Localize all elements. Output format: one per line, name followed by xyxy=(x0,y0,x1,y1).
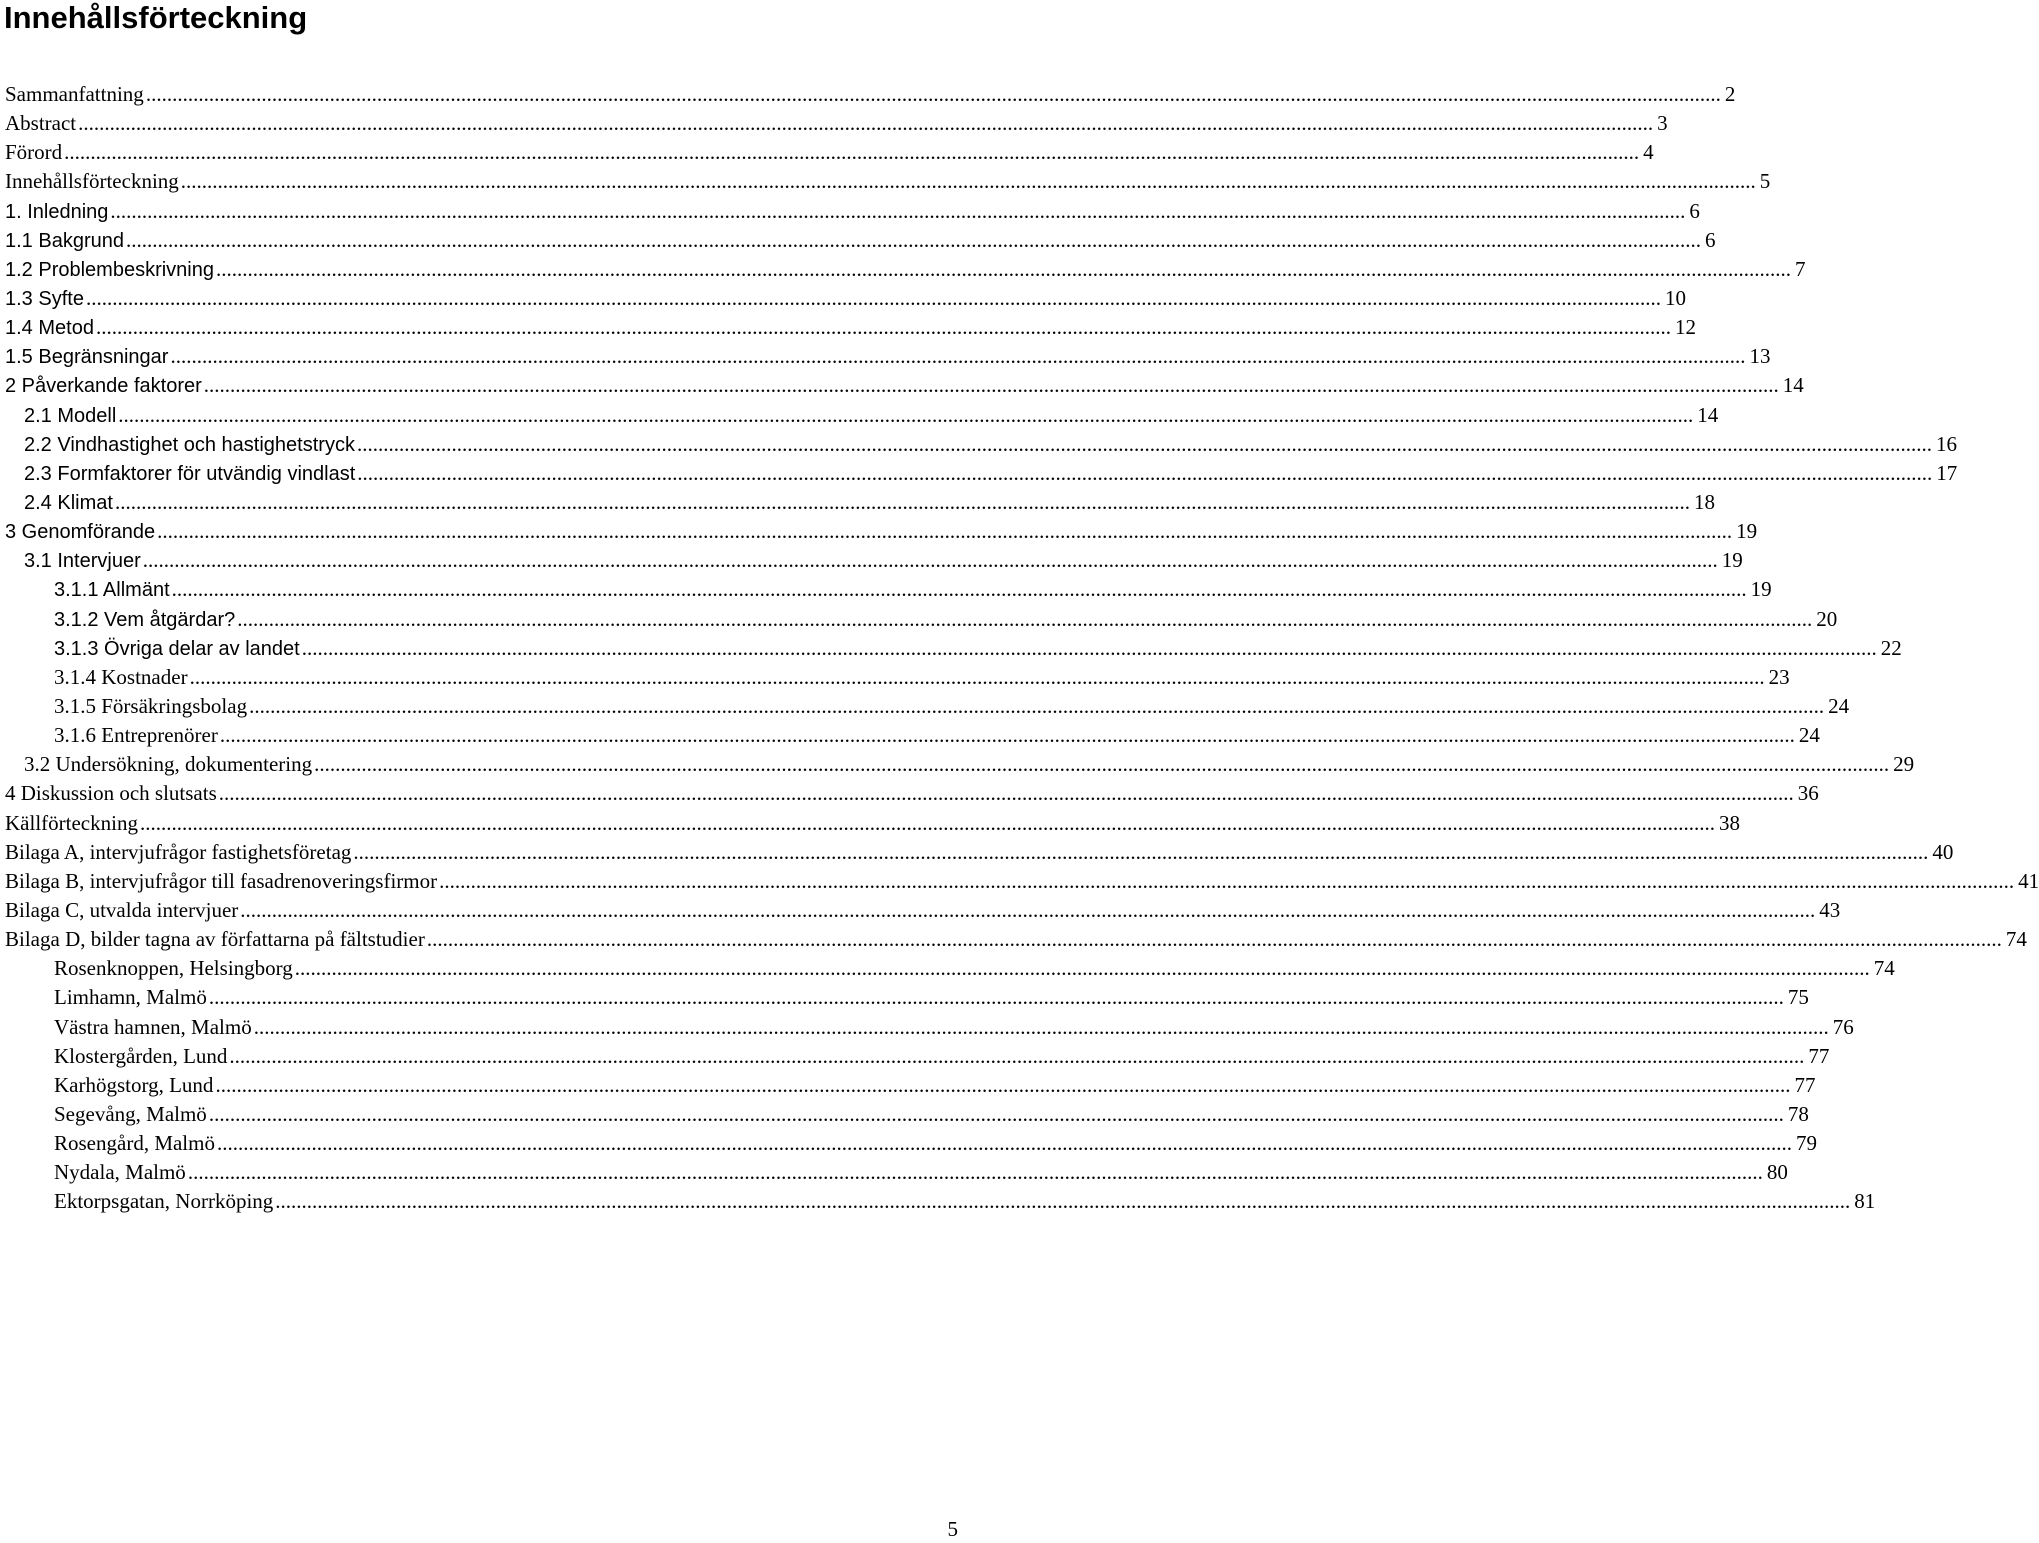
toc-entry-title: 3 Genomförande xyxy=(5,521,156,544)
dot-leader: ............................................................................................................................................................................................................................................................................................................ xyxy=(275,1189,1851,1214)
toc-entry[interactable] xyxy=(0,779,1819,808)
toc-entry-page: 19 xyxy=(1721,548,1743,573)
dot-leader: ............................................................................................................................................................................................................................................................................................................ xyxy=(170,344,1746,369)
toc-entry-page: 18 xyxy=(1693,489,1715,514)
toc-entry-title: Förord xyxy=(5,140,63,165)
toc-entry[interactable] xyxy=(0,109,1668,138)
toc-entry[interactable] xyxy=(0,459,1958,488)
dot-leader: ............................................................................................................................................................................................................................................................................................................ xyxy=(157,519,1733,544)
dot-leader: ............................................................................................................................................................................................................................................................................................................ xyxy=(314,752,1890,777)
toc-entry-page: 19 xyxy=(1736,519,1758,544)
toc-entry-page: 12 xyxy=(1674,315,1696,340)
dot-leader: ............................................................................................................................................................................................................................................................................................................ xyxy=(218,781,1794,806)
toc-entry-page: 17 xyxy=(1936,460,1958,485)
toc-entry-title: 3.1.5 Försäkringsbolag xyxy=(54,693,248,718)
dot-leader: ............................................................................................................................................................................................................................................................................................................ xyxy=(110,198,1686,223)
page-number: 5 xyxy=(947,1517,958,1541)
toc-entry[interactable] xyxy=(0,342,1771,371)
table-of-contents xyxy=(0,80,2039,1216)
toc-entry-title: 1.5 Begränsningar xyxy=(5,346,169,369)
toc-entry-page: 75 xyxy=(1787,985,1809,1010)
toc-entry-title: Källförteckning xyxy=(5,810,138,835)
dot-leader: ............................................................................................................................................................................................................................................................................................................ xyxy=(219,723,1795,748)
toc-entry-page: 4 xyxy=(1643,140,1654,165)
toc-entry-page: 40 xyxy=(1932,839,1954,864)
toc-entry-title: Bilaga B, intervjufrågor till fasadrenoveringsfirmor xyxy=(5,868,438,893)
dot-leader: ............................................................................................................................................................................................................................................................................................................ xyxy=(142,548,1718,573)
toc-entry[interactable] xyxy=(0,488,1715,517)
toc-entry[interactable] xyxy=(0,167,1771,196)
toc-entry-title: Abstract xyxy=(5,111,77,136)
toc-entry[interactable] xyxy=(0,1013,1854,1042)
dot-leader: ............................................................................................................................................................................................................................................................................................................ xyxy=(426,927,2002,952)
toc-entry-title: 1.3 Syfte xyxy=(5,287,84,310)
dot-leader: ............................................................................................................................................................................................................................................................................................................ xyxy=(171,577,1747,602)
toc-entry-title: Klostergården, Lund xyxy=(54,1043,228,1068)
toc-entry-page: 22 xyxy=(1880,635,1902,660)
toc-entry[interactable] xyxy=(0,401,1719,430)
dot-leader: ............................................................................................................................................................................................................................................................................................................ xyxy=(253,1014,1829,1039)
toc-entry-title: 2.1 Modell xyxy=(24,404,117,427)
toc-entry-title: Segevång, Malmö xyxy=(54,1101,207,1126)
dot-leader: ............................................................................................................................................................................................................................................................................................................ xyxy=(64,140,1640,165)
toc-entry-page: 41 xyxy=(2018,868,2039,893)
toc-entry[interactable] xyxy=(0,1129,1817,1158)
toc-entry-page: 80 xyxy=(1766,1160,1788,1185)
toc-entry-title: 1.1 Bakgrund xyxy=(5,229,124,252)
dot-leader: ............................................................................................................................................................................................................................................................................................................ xyxy=(180,169,1756,194)
dot-leader: ............................................................................................................................................................................................................................................................................................................ xyxy=(240,897,1816,922)
toc-entry[interactable] xyxy=(0,750,1915,779)
toc-entry-page: 76 xyxy=(1832,1014,1854,1039)
toc-entry-page: 20 xyxy=(1816,606,1838,631)
toc-entry-page: 78 xyxy=(1787,1101,1809,1126)
toc-entry[interactable] xyxy=(0,80,1736,109)
toc-entry-title: 3.1.1 Allmänt xyxy=(54,579,170,602)
toc-entry-page: 81 xyxy=(1854,1189,1876,1214)
toc-entry[interactable] xyxy=(0,663,1790,692)
toc-entry-title: Nydala, Malmö xyxy=(54,1160,186,1185)
toc-entry[interactable] xyxy=(0,983,1809,1012)
toc-entry[interactable] xyxy=(0,1158,1788,1187)
dot-leader: ............................................................................................................................................................................................................................................................................................................ xyxy=(216,1131,1792,1156)
toc-entry-page: 74 xyxy=(1873,956,1895,981)
toc-entry[interactable] xyxy=(0,1100,1809,1129)
toc-entry-page: 10 xyxy=(1664,285,1686,310)
dot-leader: ............................................................................................................................................................................................................................................................................................................ xyxy=(125,227,1701,252)
dot-leader: ............................................................................................................................................................................................................................................................................................................ xyxy=(118,402,1694,427)
toc-entry-title: 3.1.4 Kostnader xyxy=(54,664,188,689)
toc-entry[interactable] xyxy=(0,284,1686,313)
toc-entry-title: Västra hamnen, Malmö xyxy=(54,1014,252,1039)
toc-entry-title: Limhamn, Malmö xyxy=(54,985,207,1010)
toc-entry-page: 74 xyxy=(2005,927,2027,952)
dot-leader: ............................................................................................................................................................................................................................................................................................................ xyxy=(139,810,1715,835)
toc-entry-page: 77 xyxy=(1794,1072,1816,1097)
toc-entry-page: 13 xyxy=(1749,344,1771,369)
toc-entry-title: Rosengård, Malmö xyxy=(54,1131,215,1156)
toc-entry[interactable] xyxy=(0,226,1716,255)
toc-entry[interactable] xyxy=(0,575,1772,604)
toc-entry[interactable] xyxy=(0,692,1850,721)
toc-entry[interactable] xyxy=(0,197,1700,226)
toc-entry-page: 29 xyxy=(1893,752,1915,777)
toc-entry[interactable] xyxy=(0,138,1654,167)
toc-entry-page: 24 xyxy=(1798,723,1820,748)
dot-leader: ............................................................................................................................................................................................................................................................................................................ xyxy=(237,606,1813,631)
toc-entry-title: 2.4 Klimat xyxy=(24,491,113,514)
toc-entry-page: 23 xyxy=(1768,664,1790,689)
toc-entry[interactable] xyxy=(0,313,1696,342)
toc-entry-title: 1. Inledning xyxy=(5,200,109,223)
toc-entry-title: 2.3 Formfaktorer för utvändig vindlast xyxy=(24,462,356,485)
toc-entry[interactable] xyxy=(0,809,1740,838)
dot-leader: ............................................................................................................................................................................................................................................................................................................ xyxy=(187,1160,1763,1185)
dot-leader: ............................................................................................................................................................................................................................................................................................................ xyxy=(439,868,2015,893)
toc-entry-title: Sammanfattning xyxy=(5,82,144,106)
toc-entry[interactable] xyxy=(0,371,1804,400)
toc-entry[interactable] xyxy=(0,1042,1830,1071)
toc-entry[interactable] xyxy=(0,517,1758,546)
toc-entry-title: 1.4 Metod xyxy=(5,317,94,340)
toc-entry[interactable] xyxy=(0,1071,1816,1100)
dot-leader: ............................................................................................................................................................................................................................................................................................................ xyxy=(294,956,1870,981)
dot-leader: ............................................................................................................................................................................................................................................................................................................ xyxy=(229,1043,1805,1068)
toc-entry[interactable] xyxy=(0,954,1895,983)
dot-leader: ............................................................................................................................................................................................................................................................................................................ xyxy=(145,82,1721,106)
toc-entry-title: Bilaga D, bilder tagna av författarna på fältstudier xyxy=(5,927,425,952)
toc-entry[interactable] xyxy=(0,838,1954,867)
toc-entry-title: 3.1.6 Entreprenörer xyxy=(54,723,218,748)
toc-entry[interactable] xyxy=(0,546,1743,575)
toc-entry-title: 2 Påverkande faktorer xyxy=(5,375,202,398)
dot-leader: ............................................................................................................................................................................................................................................................................................................ xyxy=(203,373,1779,398)
toc-entry-page: 19 xyxy=(1750,577,1772,602)
toc-entry-page: 79 xyxy=(1795,1131,1817,1156)
toc-entry-page: 6 xyxy=(1704,227,1716,252)
toc-entry-page: 2 xyxy=(1724,82,1736,106)
dot-leader: ............................................................................................................................................................................................................................................................................................................ xyxy=(85,285,1661,310)
toc-entry-title: Innehållsförteckning xyxy=(5,169,179,194)
dot-leader: ............................................................................................................................................................................................................................................................................................................ xyxy=(114,489,1690,514)
toc-entry[interactable] xyxy=(0,255,1806,284)
toc-entry-title: 3.1.3 Övriga delar av landet xyxy=(54,637,300,660)
page-title: Innehållsförteckning xyxy=(4,0,308,35)
toc-entry-page: 43 xyxy=(1819,897,1841,922)
toc-entry[interactable] xyxy=(0,430,1957,459)
dot-leader: ............................................................................................................................................................................................................................................................................................................ xyxy=(78,111,1654,136)
toc-entry-page: 14 xyxy=(1697,402,1719,427)
dot-leader: ............................................................................................................................................................................................................................................................................................................ xyxy=(215,1072,1791,1097)
dot-leader: ............................................................................................................................................................................................................................................................................................................ xyxy=(208,1101,1784,1126)
dot-leader: ............................................................................................................................................................................................................................................................................................................ xyxy=(353,839,1929,864)
toc-entry-title: 1.2 Problembeskrivning xyxy=(5,258,214,281)
toc-entry[interactable] xyxy=(0,634,1902,663)
toc-entry-title: 3.1 Intervjuer xyxy=(24,550,141,573)
toc-entry[interactable] xyxy=(0,896,1841,925)
toc-entry-title: 4 Diskussion och slutsats xyxy=(5,781,217,806)
toc-entry-title: Rosenknoppen, Helsingborg xyxy=(54,956,293,981)
toc-entry-title: 3.1.2 Vem åtgärdar? xyxy=(54,608,236,631)
toc-entry[interactable] xyxy=(0,1187,1876,1216)
toc-entry-title: Bilaga C, utvalda intervjuer xyxy=(5,897,239,922)
toc-entry-page: 3 xyxy=(1657,111,1668,136)
toc-entry-title: 3.2 Undersökning, dokumentering xyxy=(24,752,313,777)
dot-leader: ............................................................................................................................................................................................................................................................................................................ xyxy=(356,431,1932,456)
dot-leader: ............................................................................................................................................................................................................................................................................................................ xyxy=(249,693,1825,718)
toc-entry[interactable] xyxy=(0,867,2039,896)
toc-entry[interactable] xyxy=(0,605,1838,634)
dot-leader: ............................................................................................................................................................................................................................................................................................................ xyxy=(357,460,1933,485)
toc-entry-title: Ektorpsgatan, Norrköping xyxy=(54,1189,274,1214)
toc-entry-page: 77 xyxy=(1808,1043,1830,1068)
toc-entry-page: 16 xyxy=(1935,431,1957,456)
dot-leader: ............................................................................................................................................................................................................................................................................................................ xyxy=(301,635,1877,660)
toc-entry-title: Bilaga A, intervjufrågor fastighetsföretag xyxy=(5,839,352,864)
toc-entry-page: 38 xyxy=(1718,810,1740,835)
toc-entry-page: 7 xyxy=(1795,256,1806,281)
dot-leader: ............................................................................................................................................................................................................................................................................................................ xyxy=(216,256,1791,281)
dot-leader: ............................................................................................................................................................................................................................................................................................................ xyxy=(189,664,1765,689)
toc-entry[interactable] xyxy=(0,721,1820,750)
dot-leader: ............................................................................................................................................................................................................................................................................................................ xyxy=(95,315,1671,340)
toc-entry[interactable] xyxy=(0,925,2027,954)
dot-leader: ............................................................................................................................................................................................................................................................................................................ xyxy=(208,985,1784,1010)
toc-entry-page: 5 xyxy=(1759,169,1771,194)
toc-entry-title: 2.2 Vindhastighet och hastighetstryck xyxy=(24,433,355,456)
toc-entry-page: 36 xyxy=(1797,781,1819,806)
toc-entry-title: Karhögstorg, Lund xyxy=(54,1072,214,1097)
toc-entry-page: 14 xyxy=(1782,373,1804,398)
toc-entry-page: 6 xyxy=(1689,198,1700,223)
toc-entry-page: 24 xyxy=(1828,693,1850,718)
